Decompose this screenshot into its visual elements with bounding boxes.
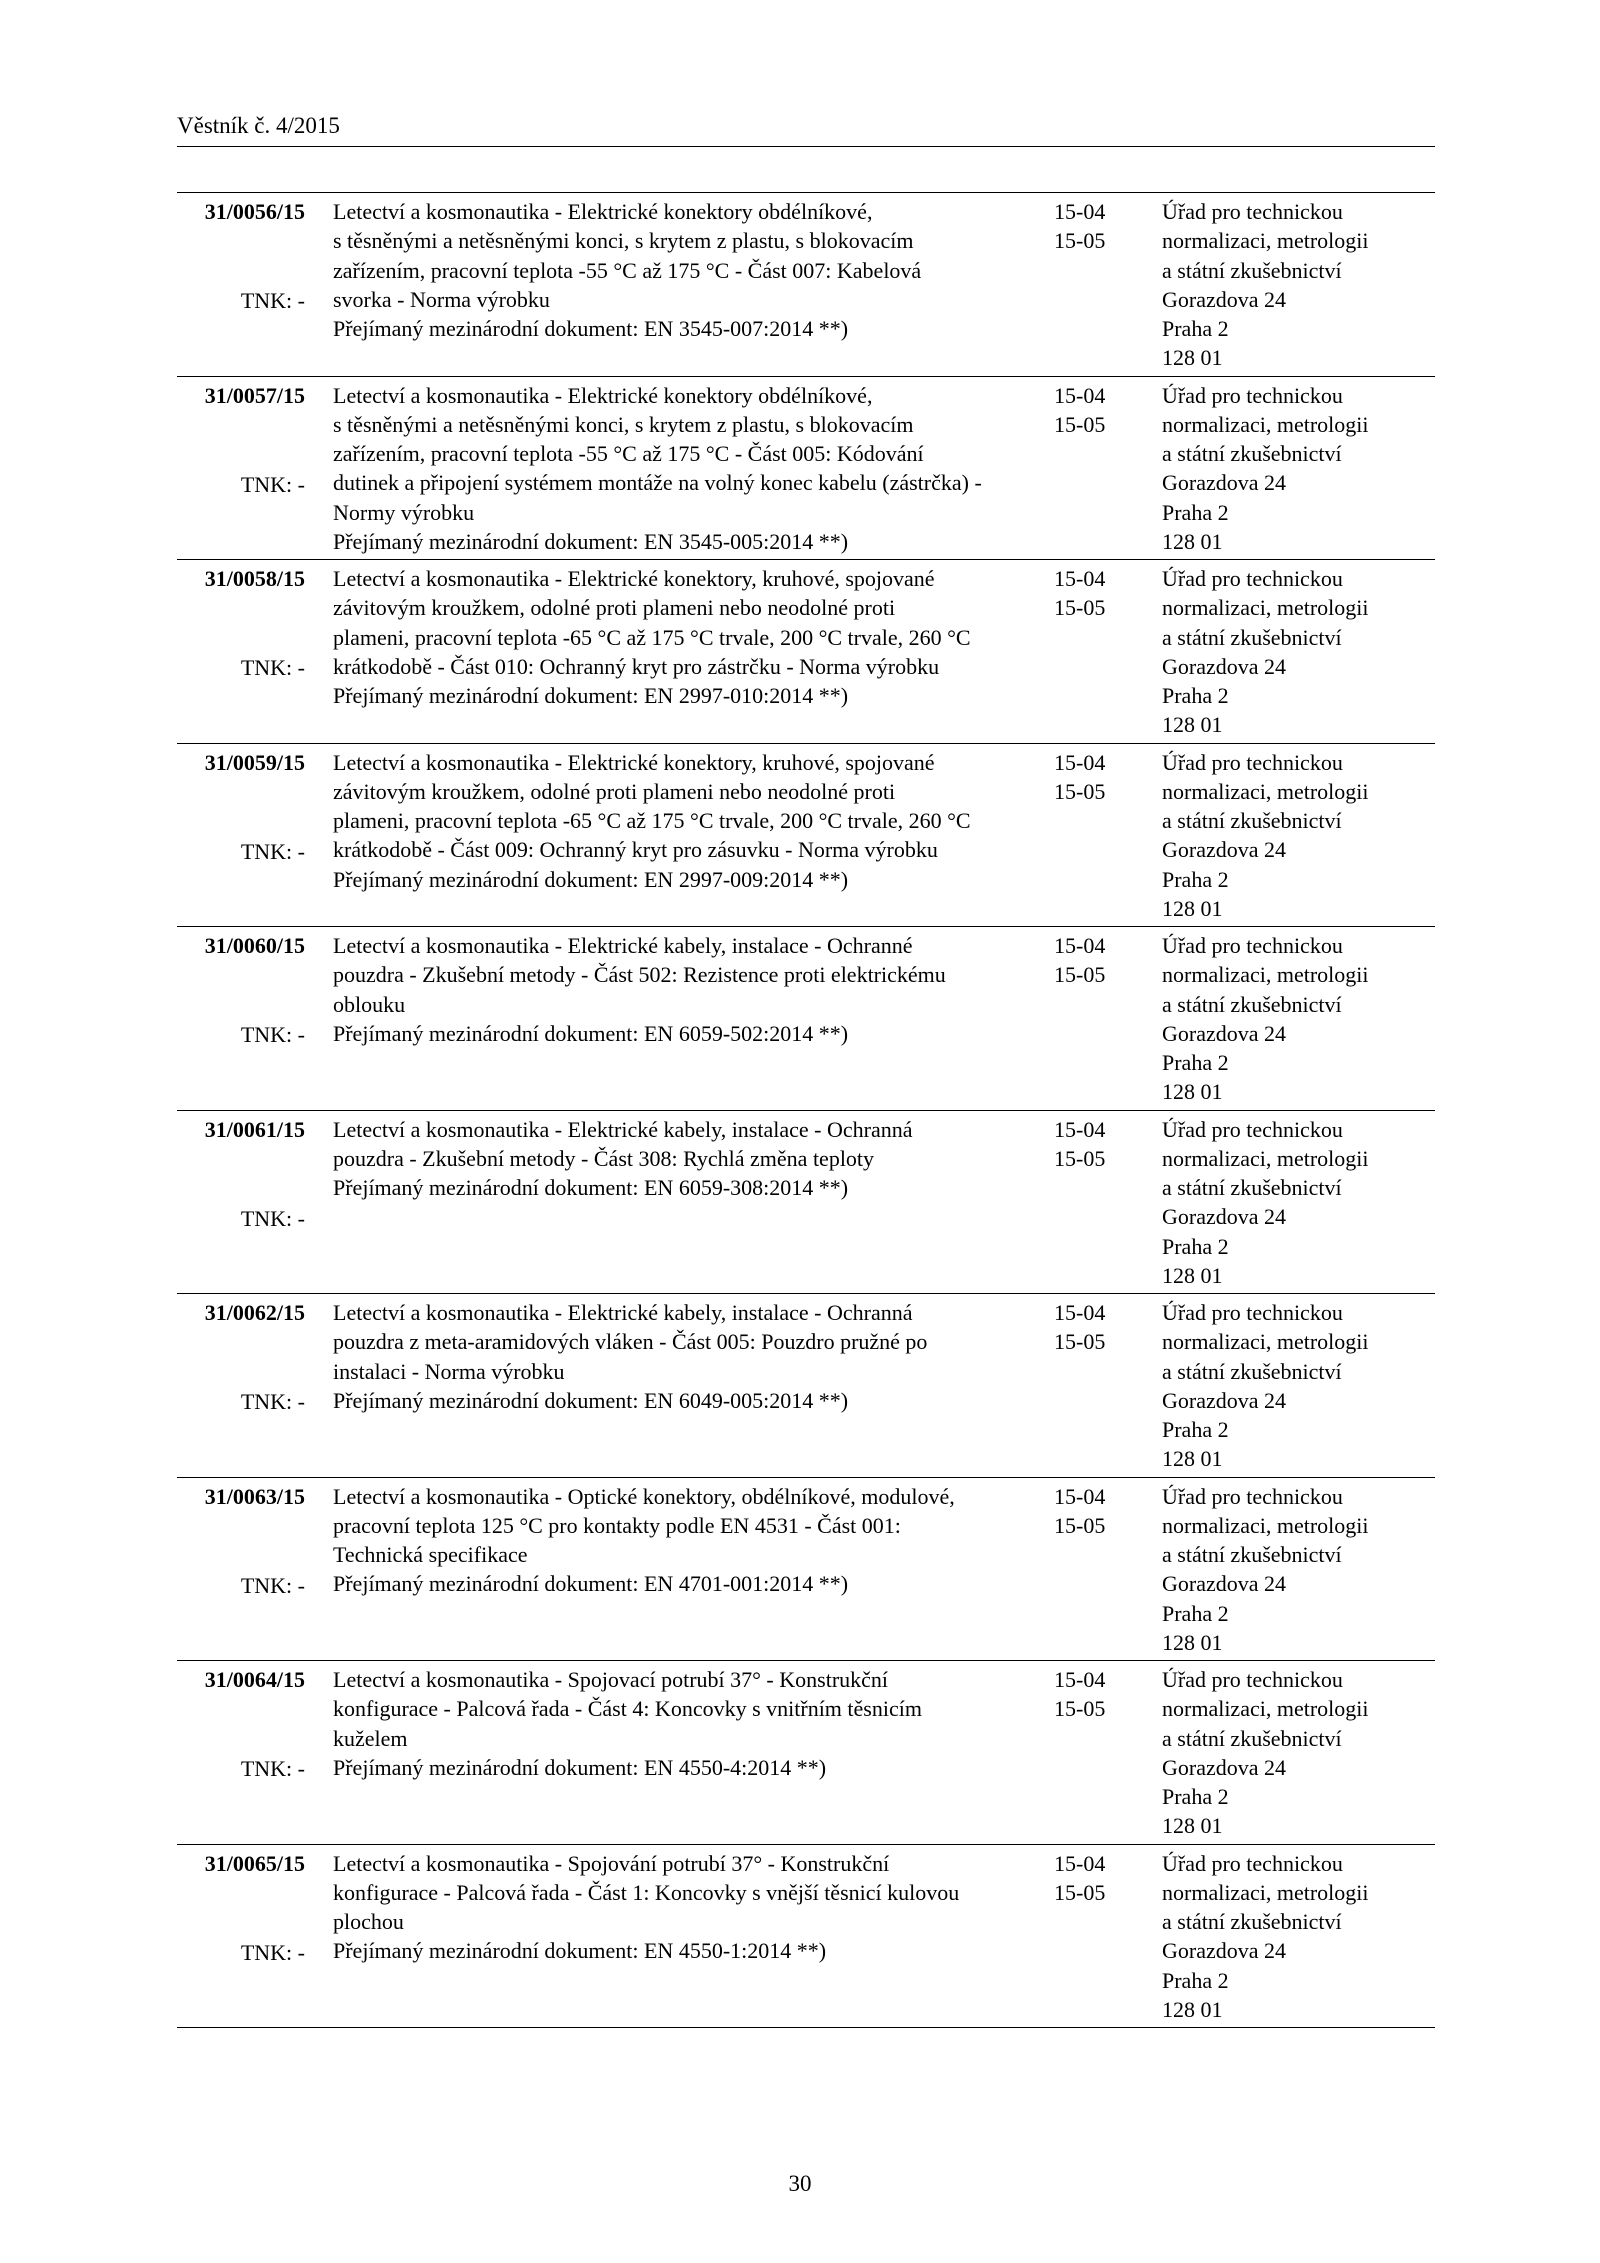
entry-date: 15-04 [1054,1850,1106,1876]
entry-office-line: Gorazdova 24 [1162,837,1287,863]
entry-title-line: závitovým kroužkem, odolné proti plameni nebo neodolné proti [333,778,896,804]
entry-office-line: a státní zkušebnictví [1162,1725,1342,1751]
entry-dates [1054,1665,1144,1724]
entry-dates [1054,748,1144,807]
entry-office-address [1162,1115,1432,1291]
entry-office-line: Gorazdova 24 [1162,1204,1287,1230]
entry-office-line: Úřad pro technickou [1162,1483,1343,1509]
entry-title-line: Letectví a kosmonautika - Elektrické konektory obdélníkové, [333,382,873,408]
entry-title-line: Letectví a kosmonautika - Elektrické kabely, instalace - Ochranná [333,1300,913,1325]
entry-title-line: dutinek a připojení systémem montáže na volný konec kabelu (zástrčka) - [333,470,982,496]
entry-id: 31/0057/15 [204,382,305,408]
entry-date: 15-05 [1054,228,1106,254]
entry-title-line: konfigurace - Palcová řada - Část 4: Koncovky s vnitřním těsnicím [333,1696,922,1722]
standard-entry [177,1661,1435,1845]
entry-date: 15-05 [1054,1145,1106,1171]
entry-office-line: Praha 2 [1162,866,1229,892]
entry-office-line: 128 01 [1162,895,1223,921]
standard-entry [177,560,1435,744]
entry-title-line: Přejímaný mezinárodní dokument: EN 2997-009:2014 **) [333,866,849,892]
entry-date: 15-04 [1054,1667,1106,1692]
entry-office-line: normalizaci, metrologii [1162,411,1369,437]
entry-office-address [1162,1665,1432,1841]
entry-office-line: 128 01 [1162,1996,1223,2022]
entry-date: 15-05 [1054,595,1106,621]
header-divider [177,146,1435,147]
entry-title-line: Letectví a kosmonautika - Elektrické konektory, kruhové, spojované [333,749,935,775]
entry-office-line: 128 01 [1162,528,1223,554]
entry-date: 15-04 [1054,933,1106,958]
entry-office-line: 128 01 [1162,1079,1223,1105]
entry-office-line: normalizaci, metrologii [1162,1329,1369,1355]
standards-list [177,192,1435,2028]
entry-date: 15-05 [1054,1879,1106,1905]
entry-office-line: normalizaci, metrologii [1162,1879,1369,1905]
entry-date: 15-05 [1054,962,1106,988]
entry-id-column [177,1482,305,1598]
entry-office-line: Praha 2 [1162,1600,1229,1626]
entry-title-line: pouzdra z meta-aramidových vláken - Část 005: Pouzdro pružné po [333,1329,928,1355]
entry-tnk: TNK: - [240,288,305,313]
entry-id-column [177,197,305,313]
entry-id-column [177,564,305,680]
entry-office-line: normalizaci, metrologii [1162,228,1369,254]
entry-title-line: plameni, pracovní teplota -65 °C až 175 °C trvale, 200 °C trvale, 260 °C [333,808,971,834]
entry-office-address [1162,197,1432,373]
entry-title-line: Letectví a kosmonautika - Elektrické konektory, kruhové, spojované [333,566,935,591]
entry-office-address [1162,381,1432,557]
entry-dates [1054,564,1144,623]
entry-title-line: Přejímaný mezinárodní dokument: EN 6059-502:2014 **) [333,1020,849,1046]
entry-date: 15-05 [1054,1512,1106,1538]
entry-title-line: pouzdra - Zkušební metody - Část 502: Rezistence proti elektrickému [333,962,946,988]
entry-title-line: plochou [333,1909,404,1935]
entry-office-line: 128 01 [1162,1813,1223,1839]
entry-title-line: Letectví a kosmonautika - Spojovací potrubí 37° - Konstrukční [333,1667,889,1692]
entry-office-address [1162,1298,1432,1474]
entry-title-line: pracovní teplota 125 °C pro kontakty podle EN 4531 - Část 001: [333,1512,901,1538]
entry-title-line: s těsněnými a netěsněnými konci, s krytem z plastu, s blokovacím [333,411,914,437]
entry-office-line: Gorazdova 24 [1162,1938,1287,1964]
entry-title-line: Technická specifikace [333,1542,528,1568]
entry-office-address [1162,748,1432,924]
entry-office-line: Gorazdova 24 [1162,1020,1287,1046]
entry-office-line: 128 01 [1162,712,1223,738]
entry-tnk: TNK: - [240,1205,305,1231]
entry-date: 15-05 [1054,1329,1106,1355]
entry-office-line: Gorazdova 24 [1162,470,1287,496]
entry-office-line: Úřad pro technickou [1162,1667,1343,1692]
entry-id: 31/0062/15 [204,1300,305,1325]
entry-title-line: Přejímaný mezinárodní dokument: EN 2997-010:2014 **) [333,683,849,709]
entry-date: 15-04 [1054,199,1106,224]
entry-dates [1054,381,1144,440]
entry-title-line: Normy výrobku [333,499,475,525]
entry-office-line: Praha 2 [1162,683,1229,709]
entry-id-column [177,1298,305,1414]
entry-id: 31/0063/15 [204,1483,305,1509]
entry-office-line: a státní zkušebnictví [1162,441,1342,467]
entry-date: 15-05 [1054,411,1106,437]
entry-date: 15-05 [1054,1696,1106,1722]
entry-office-line: a státní zkušebnictví [1162,257,1342,283]
entry-title-line: Letectví a kosmonautika - Spojování potrubí 37° - Konstrukční [333,1850,890,1876]
entry-dates [1054,931,1144,990]
entry-id-column [177,1115,305,1231]
entry-title-line: Přejímaný mezinárodní dokument: EN 4550-1:2014 **) [333,1938,827,1964]
entry-office-line: a státní zkušebnictví [1162,808,1342,834]
entry-title-line: Přejímaný mezinárodní dokument: EN 6059-308:2014 **) [333,1175,849,1201]
entry-dates [1054,1298,1144,1357]
entry-office-address [1162,931,1432,1107]
entry-title-line: Přejímaný mezinárodní dokument: EN 4701-001:2014 **) [333,1571,849,1597]
standard-entry [177,1845,1435,2029]
entry-id: 31/0061/15 [204,1116,305,1142]
entry-office-line: a státní zkušebnictví [1162,991,1342,1017]
entry-title-line: Přejímaný mezinárodní dokument: EN 3545-005:2014 **) [333,528,849,554]
standard-entry [177,377,1435,561]
entry-dates [1054,197,1144,256]
entry-dates [1054,1482,1144,1541]
standard-entry [177,1111,1435,1295]
entry-tnk: TNK: - [240,838,305,864]
entry-office-line: normalizaci, metrologii [1162,595,1369,621]
entry-office-line: a státní zkušebnictví [1162,624,1342,650]
entry-office-line: Praha 2 [1162,316,1229,342]
entry-date: 15-04 [1054,1300,1106,1325]
entry-office-line: Praha 2 [1162,1784,1229,1810]
entry-title-line: závitovým kroužkem, odolné proti plameni nebo neodolné proti [333,595,896,621]
entry-id-column [177,381,305,497]
entry-title-line: Letectví a kosmonautika - Elektrické konektory obdélníkové, [333,199,873,224]
entry-office-address [1162,1849,1432,2025]
entry-office-line: 128 01 [1162,1446,1223,1472]
entry-office-line: Gorazdova 24 [1162,1571,1287,1597]
entry-office-line: Úřad pro technickou [1162,933,1343,958]
entry-title-line: konfigurace - Palcová řada - Část 1: Koncovky s vnější těsnicí kulovou [333,1879,960,1905]
entry-id: 31/0060/15 [204,933,305,958]
entry-id-column [177,931,305,1047]
page-header-title: Věstník č. 4/2015 [177,113,340,138]
entry-title-line: Letectví a kosmonautika - Elektrické kabely, instalace - Ochranné [333,933,913,958]
entry-office-line: normalizaci, metrologii [1162,962,1369,988]
entry-title-line: plameni, pracovní teplota -65 °C až 175 °C trvale, 200 °C trvale, 260 °C [333,624,971,650]
entry-tnk: TNK: - [240,1939,305,1965]
entry-office-line: Praha 2 [1162,1050,1229,1076]
entry-tnk: TNK: - [240,1389,305,1414]
standard-entry [177,744,1435,928]
entry-title-line: pouzdra - Zkušební metody - Část 308: Rychlá změna teploty [333,1145,875,1171]
entry-id: 31/0064/15 [204,1667,305,1692]
entry-dates [1054,1849,1144,1908]
standard-entry [177,1294,1435,1478]
entry-office-line: Gorazdova 24 [1162,653,1287,679]
entry-office-line: Úřad pro technickou [1162,199,1343,224]
entry-office-line: Praha 2 [1162,499,1229,525]
entry-office-line: normalizaci, metrologii [1162,778,1369,804]
entry-date: 15-04 [1054,382,1106,408]
entry-office-line: 128 01 [1162,1262,1223,1288]
entry-office-line: Úřad pro technickou [1162,382,1343,408]
entry-office-line: a státní zkušebnictví [1162,1175,1342,1201]
entry-date: 15-04 [1054,1116,1106,1142]
entry-id: 31/0065/15 [204,1850,305,1876]
entry-title-line: s těsněnými a netěsněnými konci, s krytem z plastu, s blokovacím [333,228,914,254]
entry-office-line: Úřad pro technickou [1162,1300,1343,1325]
entry-office-line: 128 01 [1162,1629,1223,1655]
entry-tnk: TNK: - [240,471,305,497]
entry-title-line: kuželem [333,1725,408,1751]
entry-id: 31/0059/15 [204,749,305,775]
entry-office-line: normalizaci, metrologii [1162,1696,1369,1722]
entry-date: 15-04 [1054,1483,1106,1509]
standard-entry [177,193,1435,377]
entry-date: 15-04 [1054,749,1106,775]
entry-office-line: Gorazdova 24 [1162,1387,1287,1413]
entry-office-address [1162,564,1432,740]
entry-title-line: Letectví a kosmonautika - Optické konektory, obdélníkové, modulové, [333,1483,955,1509]
entry-title-line: Přejímaný mezinárodní dokument: EN 6049-005:2014 **) [333,1387,849,1413]
entry-title-line: krátkodobě - Část 010: Ochranný kryt pro zástrčku - Norma výrobku [333,653,940,679]
entry-date: 15-04 [1054,566,1106,591]
page-number: 30 [788,2171,812,2196]
entry-title-line: Přejímaný mezinárodní dokument: EN 3545-007:2014 **) [333,316,849,342]
entry-title-line: svorka - Norma výrobku [333,286,550,312]
entry-tnk: TNK: - [240,1572,305,1598]
entry-office-address [1162,1482,1432,1658]
entry-office-line: normalizaci, metrologii [1162,1145,1369,1171]
entry-office-line: Praha 2 [1162,1417,1229,1443]
entry-title-line: zařízením, pracovní teplota -55 °C až 175 °C - Část 007: Kabelová [333,257,922,283]
entry-office-line: a státní zkušebnictví [1162,1358,1342,1384]
entry-office-line: normalizaci, metrologii [1162,1512,1369,1538]
entry-office-line: Praha 2 [1162,1967,1229,1993]
entry-title-line: Přejímaný mezinárodní dokument: EN 4550-4:2014 **) [333,1754,827,1780]
entry-office-line: Úřad pro technickou [1162,566,1343,591]
entry-title-line: Letectví a kosmonautika - Elektrické kabely, instalace - Ochranná [333,1116,913,1142]
standard-entry [177,927,1435,1111]
entry-office-line: Úřad pro technickou [1162,749,1343,775]
entry-id-column [177,1665,305,1781]
entry-id-column [177,1849,305,1965]
entry-tnk: TNK: - [240,1022,305,1047]
entry-office-line: Praha 2 [1162,1233,1229,1259]
entry-tnk: TNK: - [240,1756,305,1781]
entry-office-line: a státní zkušebnictví [1162,1542,1342,1568]
entry-id: 31/0056/15 [204,199,305,224]
entry-date: 15-05 [1054,778,1106,804]
entry-id-column [177,748,305,864]
entry-office-line: Úřad pro technickou [1162,1116,1343,1142]
entry-title-line: krátkodobě - Část 009: Ochranný kryt pro zásuvku - Norma výrobku [333,837,938,863]
entry-office-line: 128 01 [1162,345,1223,371]
entry-title-line: zařízením, pracovní teplota -55 °C až 175 °C - Část 005: Kódování [333,441,924,467]
entry-office-line: Gorazdova 24 [1162,286,1287,312]
entry-dates [1054,1115,1144,1174]
standard-entry [177,1478,1435,1662]
entry-office-line: a státní zkušebnictví [1162,1909,1342,1935]
entry-tnk: TNK: - [240,655,305,680]
entry-title-line: oblouku [333,991,406,1017]
entry-id: 31/0058/15 [204,566,305,591]
entry-office-line: Gorazdova 24 [1162,1754,1287,1780]
entry-title-line: instalaci - Norma výrobku [333,1358,565,1384]
entry-office-line: Úřad pro technickou [1162,1850,1343,1876]
